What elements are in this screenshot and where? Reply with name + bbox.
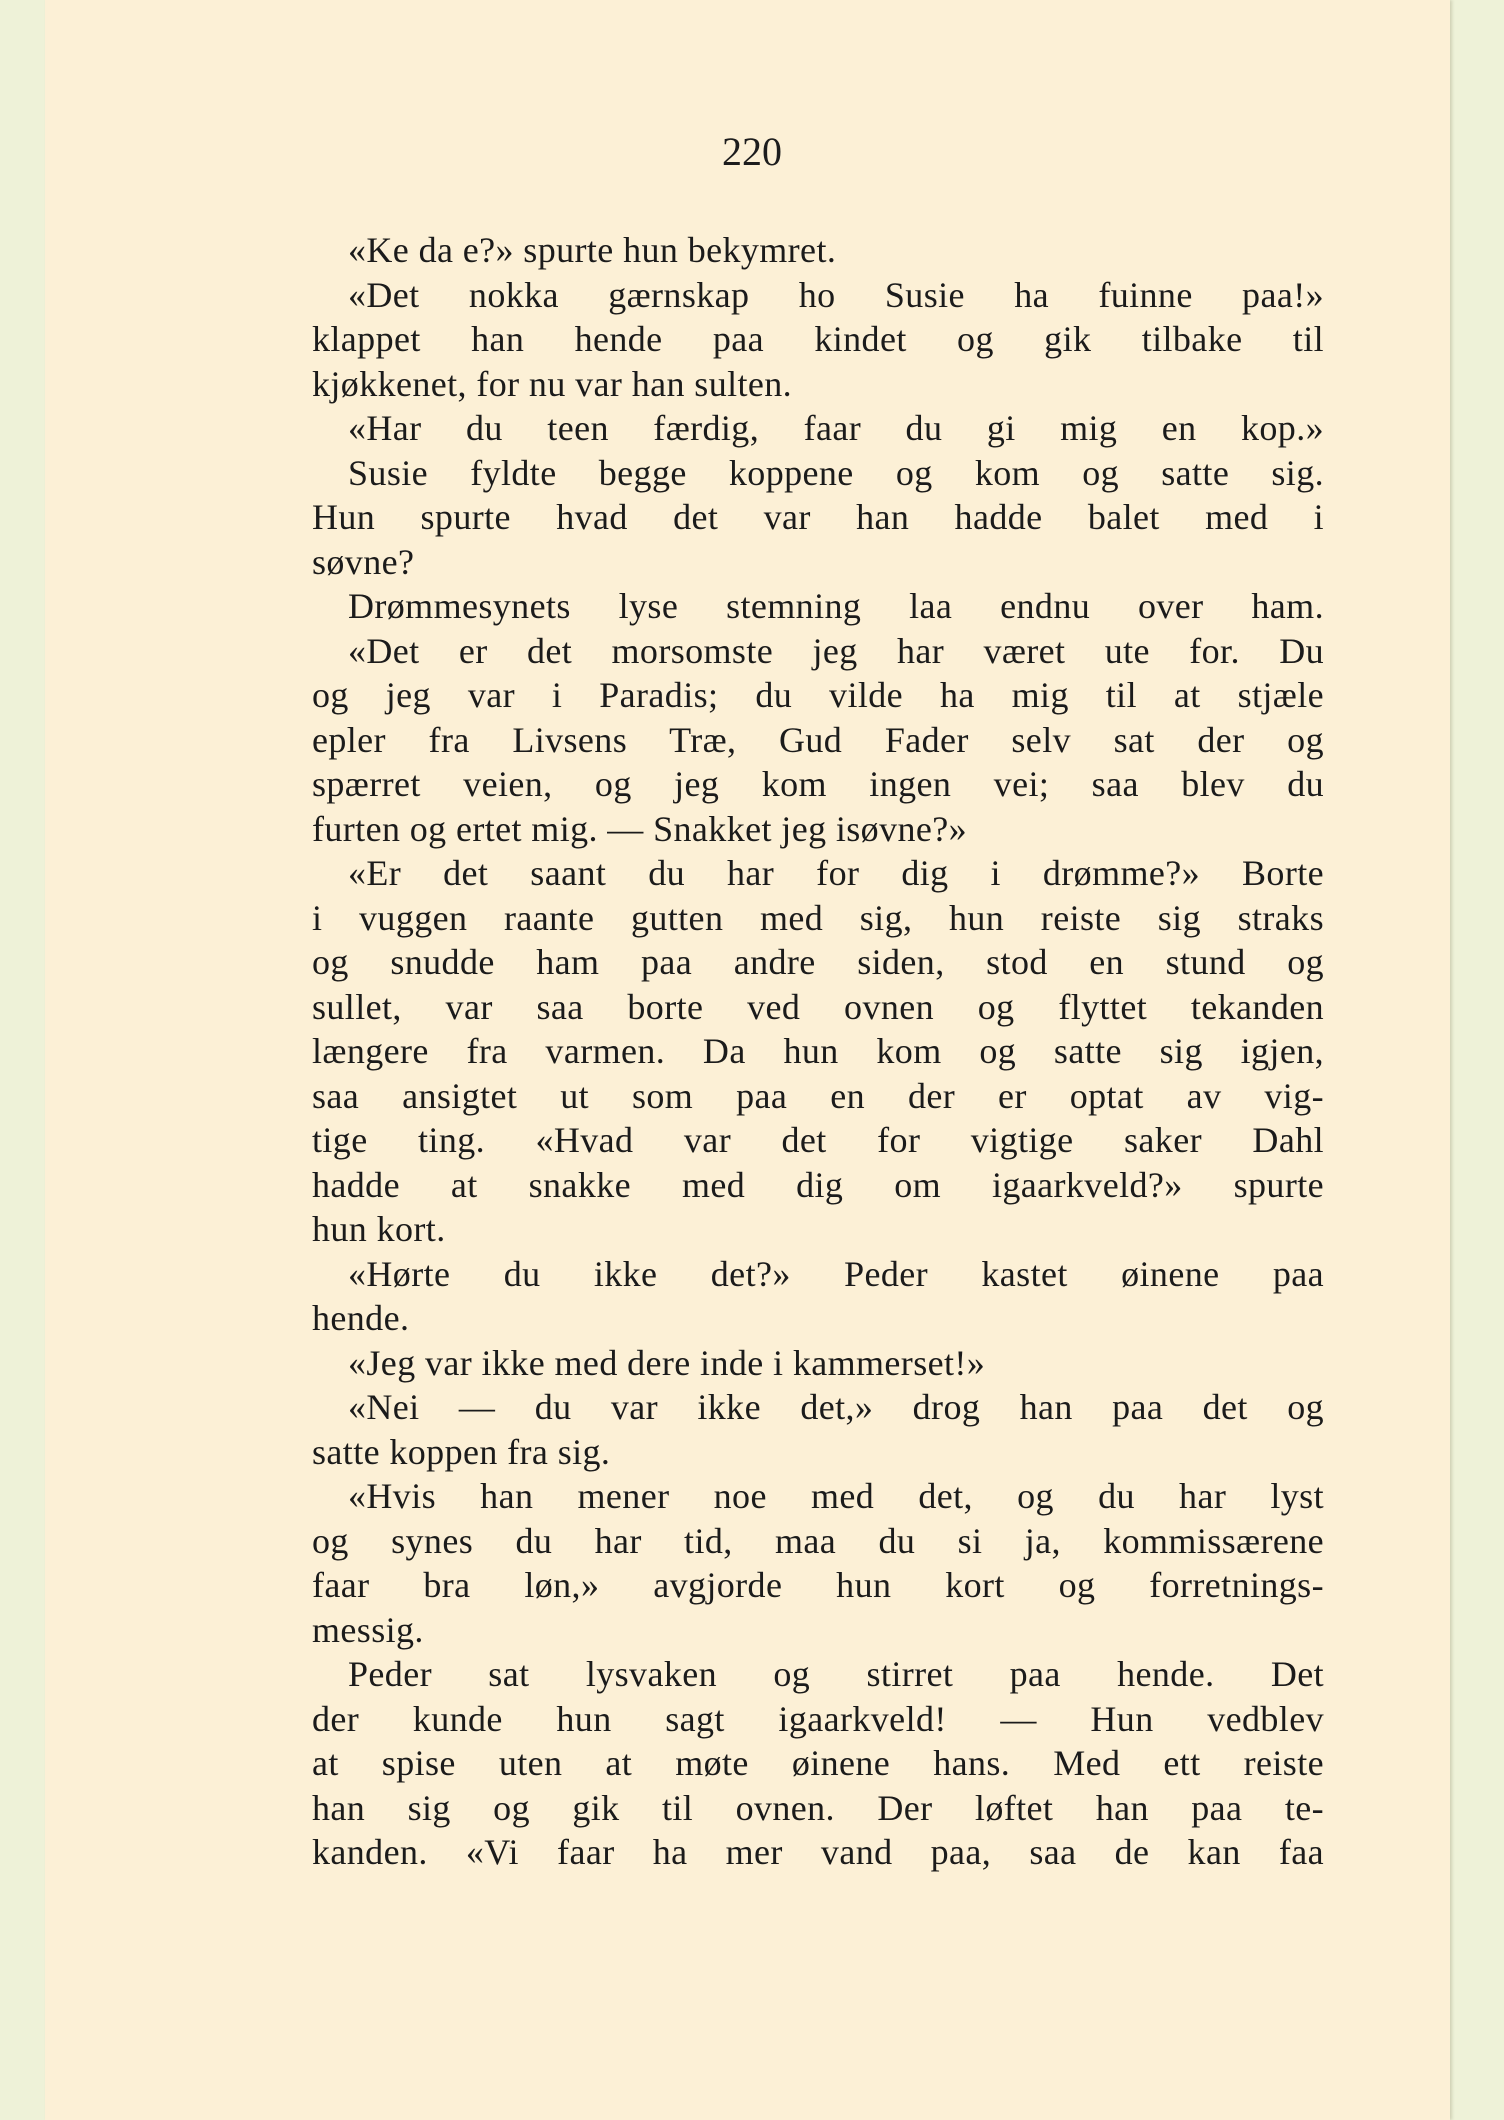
text-line: spærret veien, og jeg kom ingen vei; saa blev du — [312, 764, 1324, 804]
text-line: kjøkkenet, for nu var han sulten. — [312, 363, 793, 404]
text-line: «Har du teen færdig, faar du gi mig en kop.» — [348, 408, 1324, 448]
text-line: søvne? — [312, 541, 415, 582]
text-line: klappet han hende paa kindet og gik tilbake til — [312, 319, 1324, 359]
text-line: «Hørte du ikke det?» Peder kastet øinene paa — [348, 1253, 1324, 1294]
text-line: tige ting. «Hvad var det for vigtige saker Dahl — [312, 1120, 1324, 1160]
text-line: «Hvis han mener noe med det, og du har lyst — [348, 1476, 1324, 1516]
text-line: han sig og gik til ovnen. Der løftet han paa te- — [312, 1787, 1324, 1828]
page-number: 220 — [722, 129, 782, 174]
text-line: at spise uten at møte øinene hans. Med ett reiste — [312, 1743, 1324, 1783]
text-line: sullet, var saa borte ved ovnen og flyttet tekanden — [312, 986, 1324, 1027]
text-line: Hun spurte hvad det var han hadde balet med i — [312, 497, 1324, 537]
text-line: længere fra varmen. Da hun kom og satte sig igjen, — [312, 1031, 1324, 1071]
text-line: hende. — [312, 1298, 410, 1338]
text-line: og synes du har tid, maa du si ja, kommissærene — [312, 1520, 1324, 1561]
text-line: messig. — [312, 1609, 424, 1650]
text-line: og jeg var i Paradis; du vilde ha mig til at stjæle — [312, 675, 1324, 715]
text-line: epler fra Livsens Træ, Gud Fader selv sat der og — [312, 719, 1324, 760]
text-line: «Det nokka gærnskap ho Susie ha fuinne paa!» — [348, 274, 1324, 315]
text-line: Susie fyldte begge koppene og kom og satte sig. — [348, 452, 1324, 493]
text-line: hun kort. — [312, 1209, 446, 1249]
text-line: «Er det saant du har for dig i drømme?» Borte — [348, 853, 1324, 893]
body-text — [312, 228, 1324, 1875]
text-line: furten og ertet mig. — Snakket jeg isøvne?» — [312, 808, 968, 849]
text-line: faar bra løn,» avgjorde hun kort og forretnings- — [312, 1565, 1324, 1605]
text-line: saa ansigtet ut som paa en der er optat av vig- — [312, 1075, 1324, 1116]
text-line: hadde at snakke med dig om igaarkveld?» spurte — [312, 1164, 1324, 1205]
text-line: satte koppen fra sig. — [312, 1431, 611, 1472]
text-line: og snudde ham paa andre siden, stod en stund og — [312, 942, 1324, 982]
text-line: «Det er det morsomste jeg har været ute for. Du — [348, 630, 1324, 671]
text-line: i vuggen raante gutten med sig, hun reiste sig straks — [312, 897, 1324, 938]
text-line: kanden. «Vi faar ha mer vand paa, saa de kan faa — [312, 1832, 1324, 1872]
text-line: «Nei — du var ikke det,» drog han paa det og — [348, 1387, 1324, 1427]
text-line: Peder sat lysvaken og stirret paa hende. Det — [348, 1654, 1324, 1694]
text-line: «Jeg var ikke med dere inde i kammerset!» — [348, 1342, 986, 1383]
text-line: «Ke da e?» spurte hun bekymret. — [348, 230, 837, 270]
text-line: der kunde hun sagt igaarkveld! — Hun vedblev — [312, 1698, 1324, 1739]
text-line: Drømmesynets lyse stemning laa endnu over ham. — [348, 586, 1324, 626]
